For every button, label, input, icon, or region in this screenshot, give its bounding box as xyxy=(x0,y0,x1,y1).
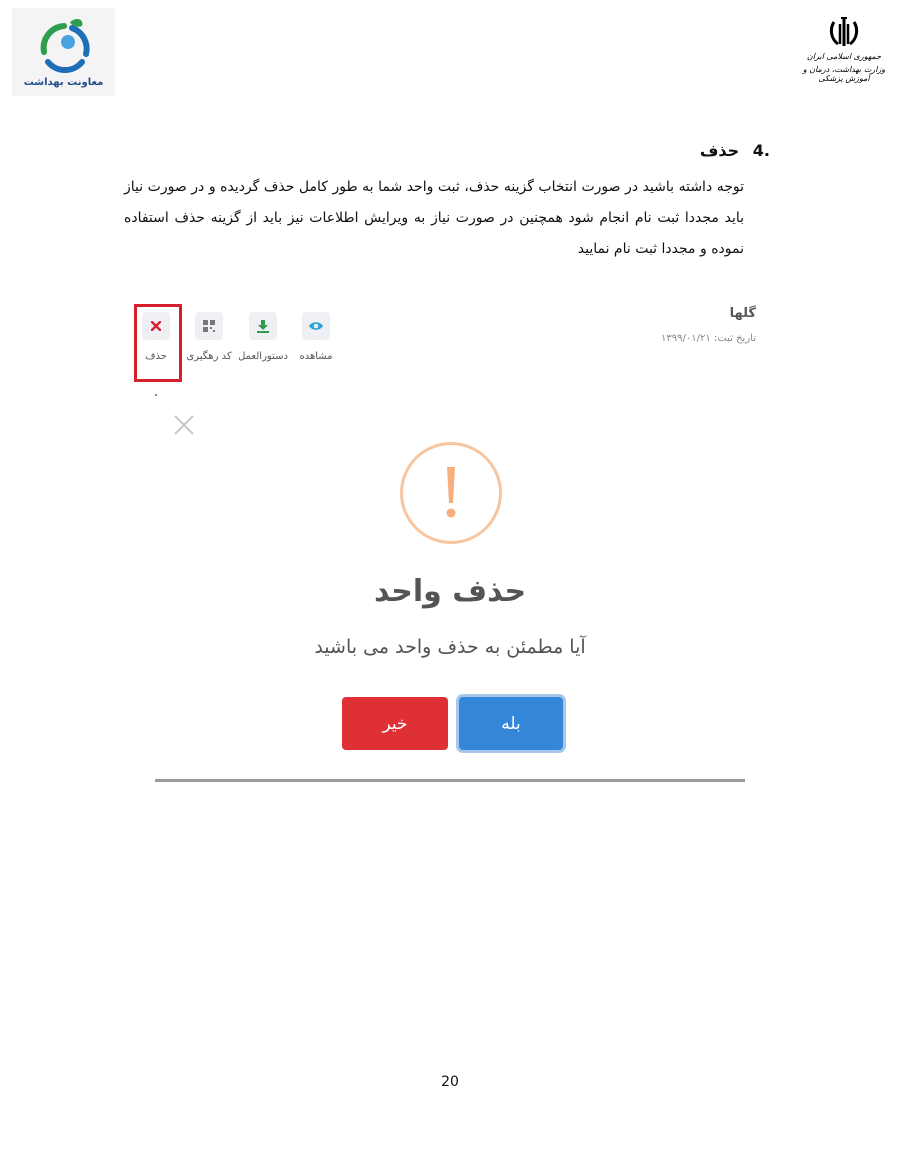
logo-left-text: معاونت بهداشت xyxy=(23,77,104,88)
view-action[interactable] xyxy=(296,312,336,362)
instructions-label: دستورالعمل xyxy=(238,351,288,362)
ministry-line-1: جمهوری اسلامی ایران xyxy=(806,52,882,61)
tracking-code-label: کد رهگیری xyxy=(186,351,232,362)
warning-icon xyxy=(400,442,502,544)
health-deputy-logo xyxy=(12,8,115,96)
tracking-code-button[interactable] xyxy=(195,312,223,340)
ministry-emblem xyxy=(796,14,892,84)
dialog-title: حذف واحد xyxy=(373,574,527,609)
section-heading xyxy=(700,141,770,160)
dialog-message: آیا مطمئن به حذف واحد می باشید xyxy=(314,636,586,658)
section-title: حذف xyxy=(699,141,740,160)
dialog-close-button[interactable] xyxy=(173,414,195,436)
section-paragraph: توجه داشته باشید در صورت انتخاب گزینه حذف، ثبت واحد شما به طور کامل حذف گردیده و در صورت نیاز باید مجددا ثبت نام انجام شود همچنین در صورت نیاز به ویرایش اطلاعات نیز باید از گزینه حذف استفاده نموده و مجددا ثبت نام نمایید xyxy=(124,179,744,257)
iran-emblem-icon xyxy=(796,14,892,50)
dialog-bottom-border xyxy=(155,779,745,782)
stray-dot xyxy=(155,394,157,396)
delete-label: حذف xyxy=(145,351,167,362)
view-label: مشاهده xyxy=(299,351,333,362)
section-number: 4. xyxy=(752,141,770,160)
close-icon xyxy=(173,414,195,436)
tracking-code-action[interactable] xyxy=(186,312,232,362)
ministry-line-2: وزارت بهداشت، درمان و آموزش پزشکی xyxy=(802,65,886,83)
instructions-action[interactable] xyxy=(238,312,288,362)
health-deputy-logo-icon xyxy=(12,8,115,78)
unit-name: گلها xyxy=(729,306,756,321)
page-number: 20 xyxy=(441,1074,459,1090)
exclamation-icon xyxy=(441,465,461,521)
eye-icon xyxy=(308,320,324,332)
qr-code-icon xyxy=(203,320,215,332)
unit-registration-date: تاریخ ثبت: ۱۳۹۹/۰۱/۲۱ xyxy=(661,333,756,344)
cancel-button[interactable]: خیر xyxy=(342,697,448,750)
download-icon xyxy=(256,319,270,333)
instructions-button[interactable] xyxy=(249,312,277,340)
view-button[interactable] xyxy=(302,312,330,340)
delete-highlight-box xyxy=(134,304,182,382)
confirm-button[interactable]: بله xyxy=(459,697,563,750)
